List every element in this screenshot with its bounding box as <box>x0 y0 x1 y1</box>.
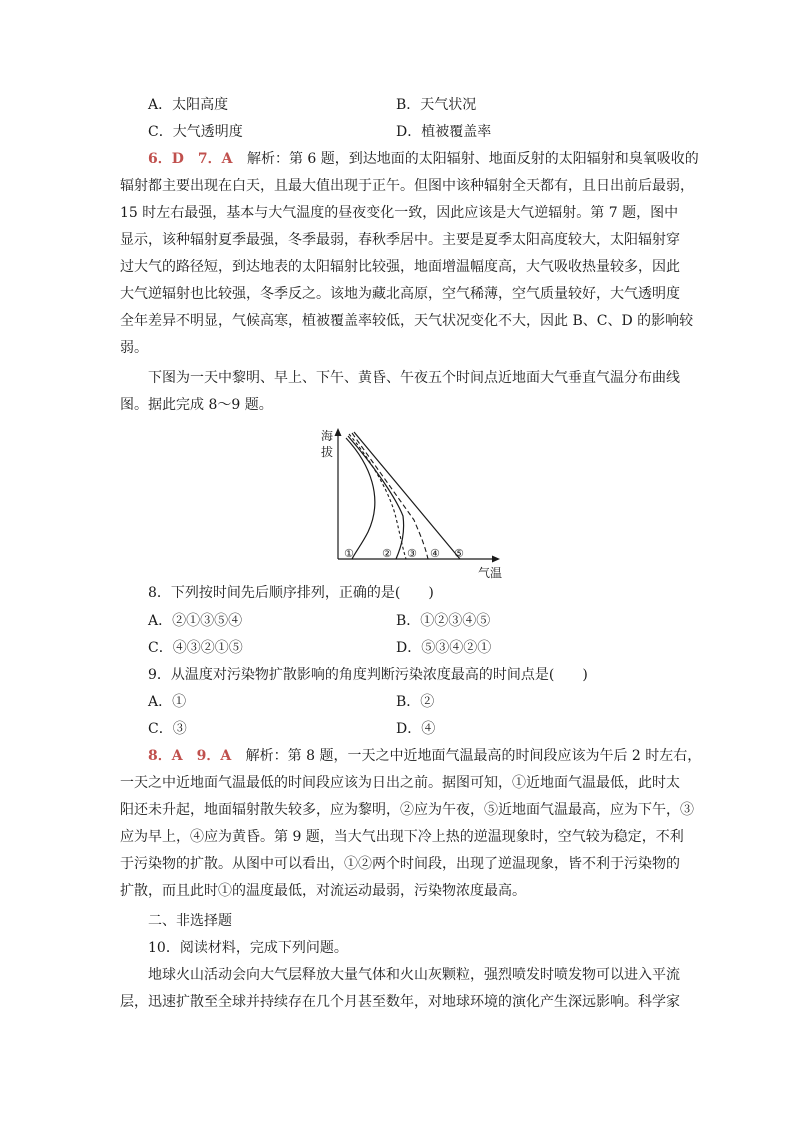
curve-2 <box>348 436 404 559</box>
q9-option-a: A．① <box>148 694 187 710</box>
option-a: A．太阳高度 <box>148 97 229 113</box>
y-axis-label-2: 拔 <box>321 445 334 459</box>
material-line-1: 地球火山活动会向大气层释放大量气体和火山灰颗粒，强烈喷发时喷发物可以进入平流 <box>148 967 680 983</box>
temperature-profile-figure <box>318 420 504 580</box>
analysis-text: 解析：第 8 题，一天之中近地面气温最高的时间段应该为午后 2 时左右， <box>245 748 702 764</box>
analysis-6-7-line-2: 辐射都主要出现在白天，且最大值出现于正午。但图中该种辐射全天都有，且日出前后最弱， <box>120 178 694 194</box>
q8-option-a: A．②①③⑤④ <box>148 613 243 629</box>
option-d: D．植被覆盖率 <box>396 124 492 140</box>
answer-key-6-7: 6．D 7．A <box>148 151 233 167</box>
q9-option-d: D．④ <box>396 721 436 737</box>
analysis-8-9-line-2: 一天之中近地面气温最低的时间段应该为日出之前。据图可知，①近地面气温最低，此时太 <box>120 775 680 791</box>
analysis-text: 解析：第 6 题，到达地面的太阳辐射、地面反射的太阳辐射和臭氧吸收的 <box>246 151 699 167</box>
intro-line-1: 下图为一天中黎明、早上、下午、黄昏、午夜五个时间点近地面大气垂直气温分布曲线 <box>148 370 680 386</box>
analysis-6-7-line-4: 显示，该种辐射夏季最强，冬季最弱，春秋季居中。主要是夏季太阳高度较大，太阳辐射穿 <box>120 232 680 248</box>
section-heading: 二、非选择题 <box>148 913 232 929</box>
q9-stem: 9．从温度对污染物扩散影响的角度判断污染浓度最高的时间点是( ) <box>148 667 588 683</box>
option-c: C．大气透明度 <box>148 124 243 140</box>
curve-label-3: ③ <box>407 547 417 560</box>
q8-stem: 8．下列按时间先后顺序排列，正确的是( ) <box>148 585 434 601</box>
analysis-6-7-line-1 <box>148 149 699 169</box>
x-axis-arrow <box>492 556 500 563</box>
y-axis-arrow <box>335 428 342 436</box>
analysis-6-7-line-6: 大气逆辐射也比较强，冬季反之。该地为藏北高原，空气稀薄，空气质量较好，大气透明度 <box>120 286 680 302</box>
analysis-8-9-line-6: 扩散，而且此时①的温度最低，对流运动最弱，污染物浓度最高。 <box>120 883 526 899</box>
curve-label-2: ② <box>382 547 392 560</box>
analysis-6-7-line-7: 全年差异不明显，气候高寒，植被覆盖率较低，天气状况变化不大，因此 B、C、D 的影响较 <box>120 313 694 329</box>
x-axis-label: 气温 <box>478 566 503 580</box>
figure-svg <box>318 420 504 580</box>
analysis-8-9-line-3: 阳还未升起，地面辐射散失较多，应为黎明，②应为午夜，⑤近地面气温最高，应为下午，③ <box>120 802 694 818</box>
y-axis-label-1: 海 <box>321 429 334 443</box>
q8-option-c: C．④③②①⑤ <box>148 640 243 656</box>
curve-5 <box>354 432 460 559</box>
analysis-6-7-line-8: 弱。 <box>120 340 148 356</box>
q8-option-d: D．⑤③④②① <box>396 640 492 656</box>
option-b: B．天气状况 <box>396 97 477 113</box>
curve-1 <box>346 438 375 559</box>
q10-stem: 10．阅读材料，完成下列问题。 <box>148 940 348 956</box>
analysis-6-7-line-3: 15 时左右最强，基本与大气温度的昼夜变化一致，因此应该是大气逆辐射。第 7 题，图中 <box>120 205 679 221</box>
intro-line-2: 图。据此完成 8～9 题。 <box>120 397 273 413</box>
q8-option-b: B．①②③④⑤ <box>396 613 491 629</box>
curve-label-1: ① <box>344 547 354 560</box>
material-line-2: 层，迅速扩散至全球并持续存在几个月甚至数年，对地球环境的演化产生深远影响。科学家 <box>120 994 680 1010</box>
analysis-8-9-line-4: 应为早上，④应为黄昏。第 9 题，当大气出现下冷上热的逆温现象时，空气较为稳定，不利 <box>120 829 684 845</box>
analysis-8-9-line-5: 于污染物的扩散。从图中可以看出，①②两个时间段，出现了逆温现象，皆不利于污染物的 <box>120 856 680 872</box>
curve-label-5: ⑤ <box>454 547 464 560</box>
analysis-6-7-line-5: 过大气的路径短，到达地表的太阳辐射比较强，地面增温幅度高，大气吸收热量较多，因此 <box>120 259 680 275</box>
q9-option-b: B．② <box>396 694 435 710</box>
curve-label-4: ④ <box>430 547 440 560</box>
q9-option-c: C．③ <box>148 721 187 737</box>
answer-key-8-9: 8．A 9．A <box>148 748 232 764</box>
analysis-8-9-line-1 <box>148 746 701 766</box>
